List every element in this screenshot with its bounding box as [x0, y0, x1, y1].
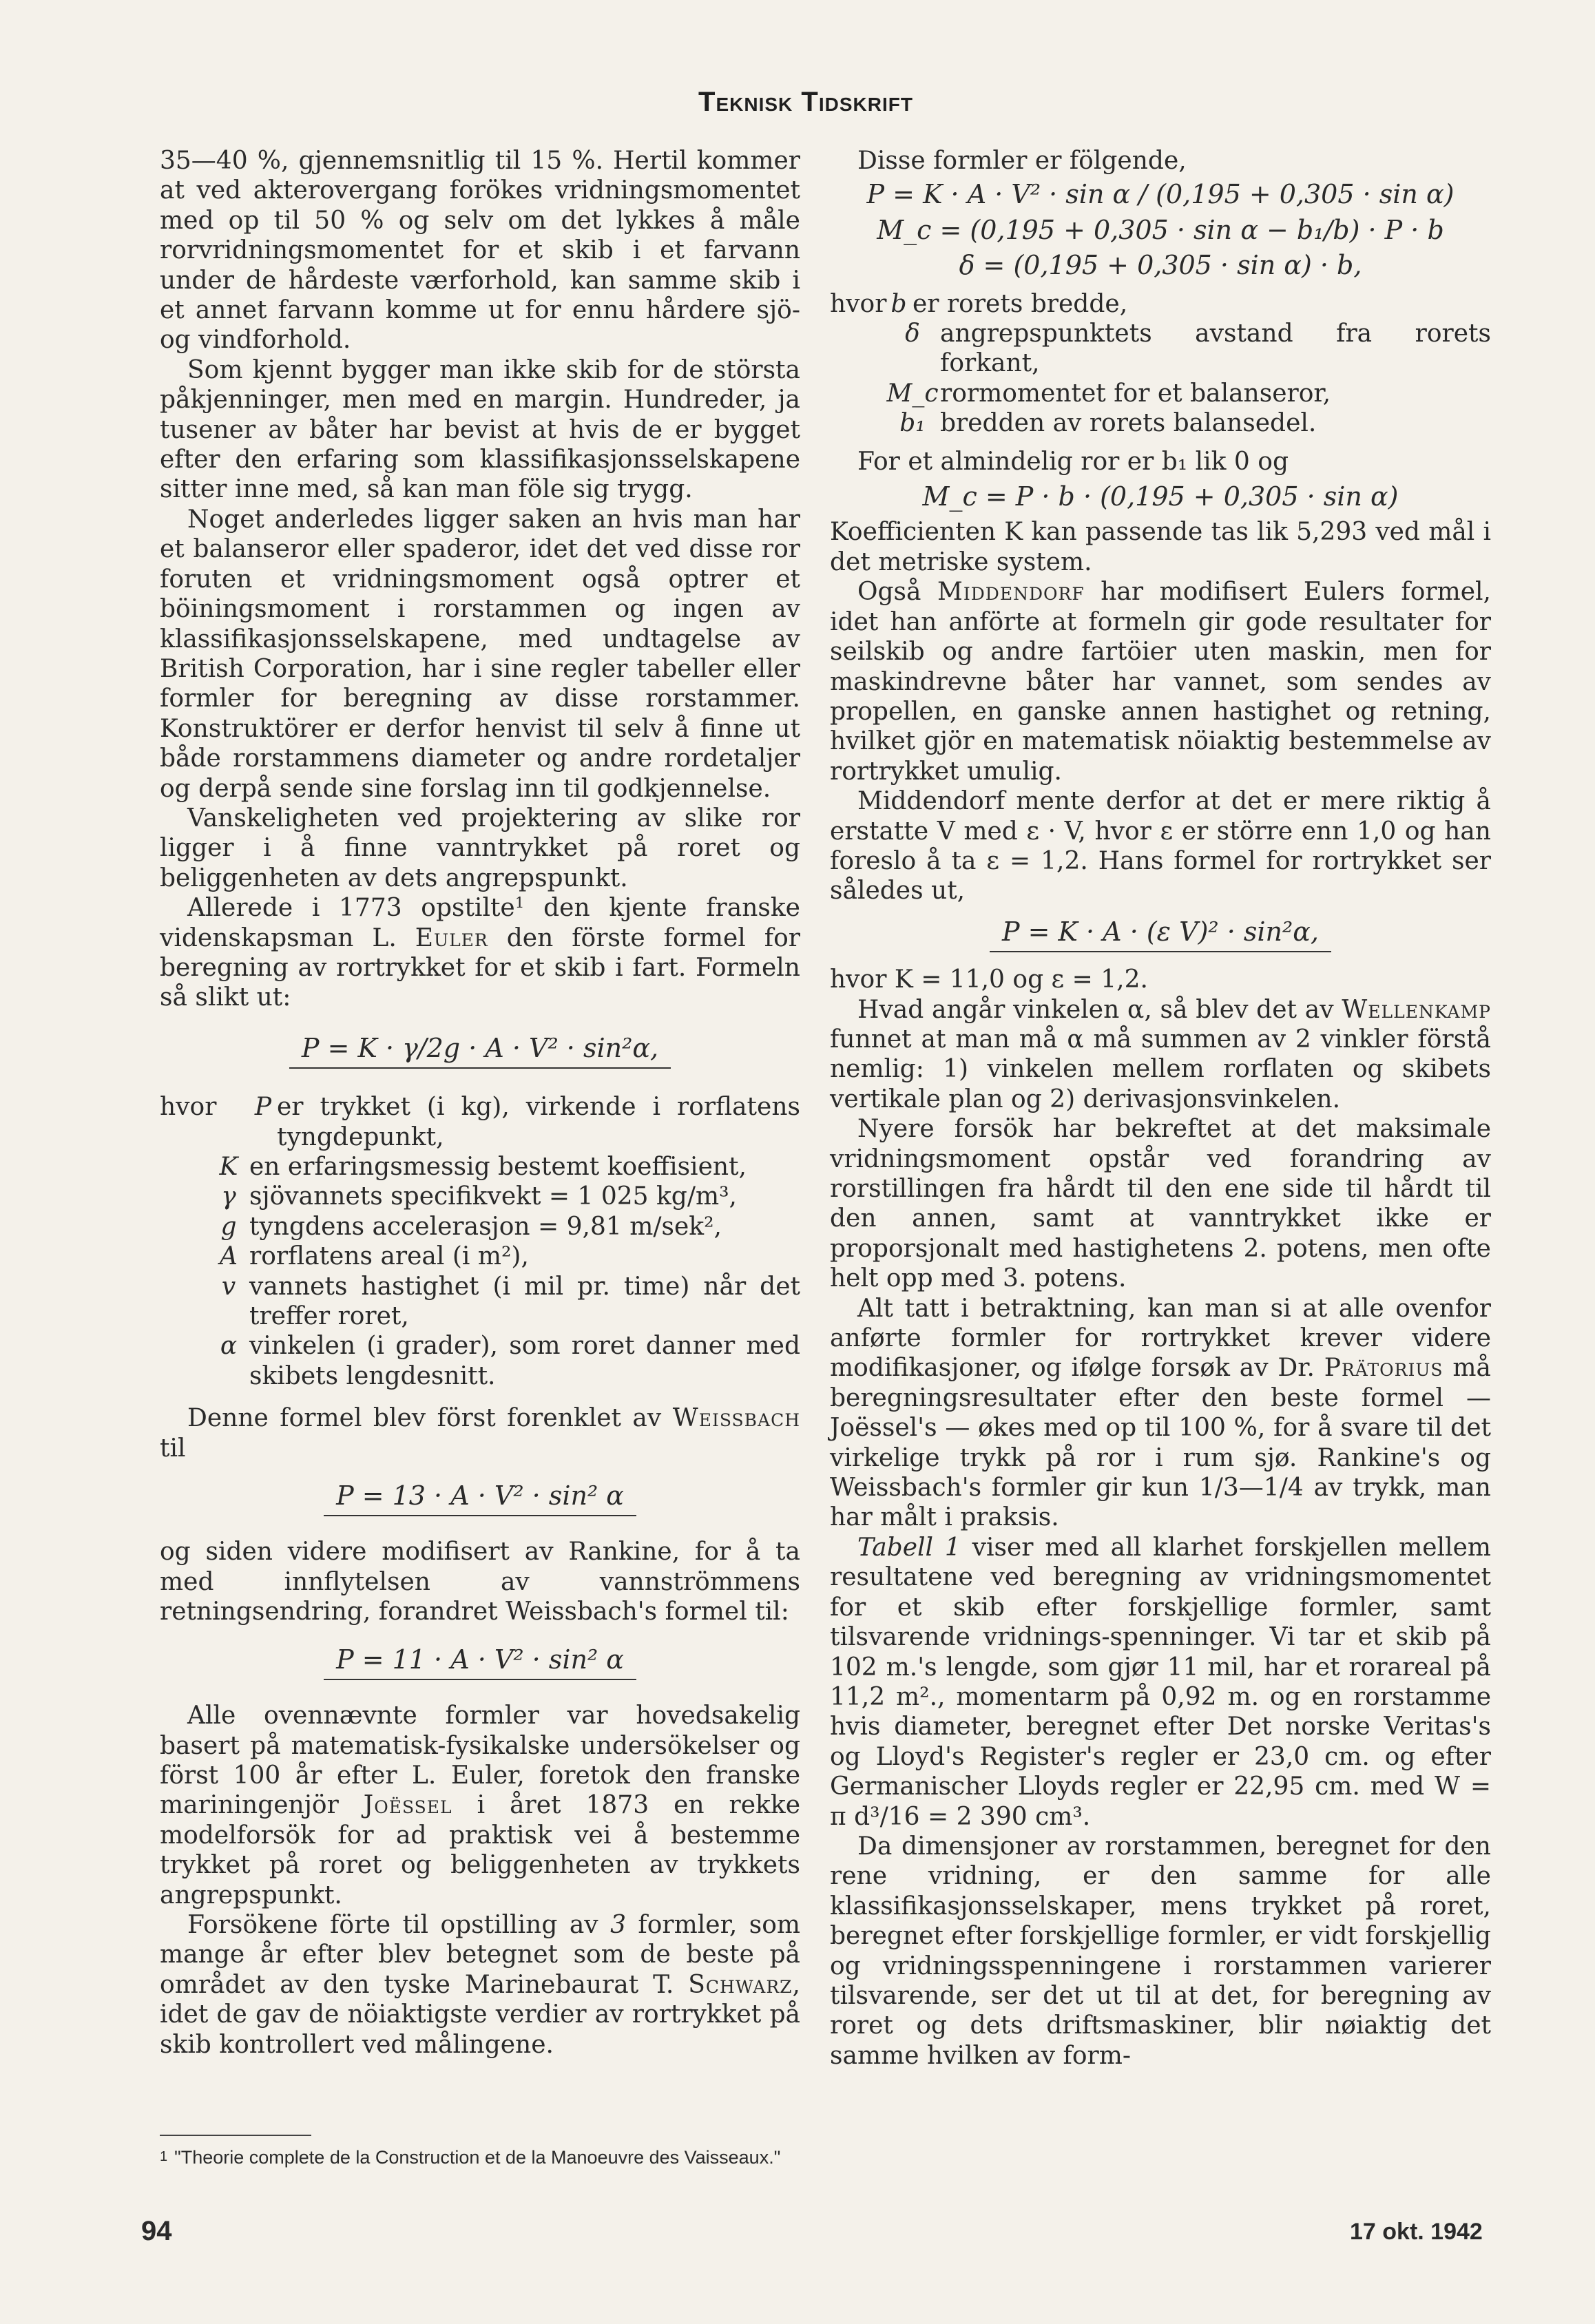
definition-row	[160, 1331, 800, 1391]
equation-schwarz-moment: M_c = (0,195 + 0,305 · sin α − b₁/b) · P · b	[877, 214, 1444, 245]
right-paragraph-2: For et almindelig ror er b₁ lik 0 og	[857, 447, 1289, 476]
definition-symbol: v	[221, 1272, 236, 1301]
definition-row	[830, 319, 1491, 379]
right-paragraph-10	[830, 1533, 1491, 1832]
equation-weissbach	[160, 1481, 800, 1516]
left-paragraph-5	[160, 893, 800, 1013]
text-run: funnet at man må α må summen av 2 vinkler förstå nemlig: 1) vinkelen mellem rorflaten og skibets vertikale plan og 2) derivasjonsvinkelen.	[830, 1025, 1491, 1113]
left-paragraph-4: Vanskeligheten ved projektering av slike ror ligger i å finne vanntrykket på roret og beliggenheten av dets angrepspunkt.	[160, 804, 800, 892]
left-paragraph-3: Noget anderledes ligger saken an hvis man har et balanseror eller spaderor, idet det ved disse ror foruten et vridningsmoment også optrer et böiningsmoment i rorstammen og ingen av klassifikasjonsselskapene, med undtagelse av British Corporation, har i sine regler tabeller eller formler for beregning av disse rorstammer. Konstruktörer er derfor henvist til selv å finne ut både rorstammens diameter og andre rordetaljer og derpå sende sine forslag inn til godkjennelse.	[160, 505, 800, 803]
journal-header: Teknisk Tidskrift	[698, 87, 913, 117]
definition-row	[160, 1212, 800, 1242]
footnote	[160, 2144, 800, 2170]
left-paragraph-7: og siden videre modifisert av Rankine, for å ta med innflytelsen av vannströmmens retningsendring, forandret Weissbach's formel til:	[160, 1538, 800, 1626]
text-run: til	[160, 1434, 186, 1463]
definition-symbol: M_c	[886, 379, 939, 408]
definition-row	[160, 1272, 800, 1332]
definition-text: bredden av rorets balansedel.	[940, 409, 1317, 438]
definition-row	[160, 1092, 800, 1152]
text-run: i året 1873 en rekke modelforsök for ad praktisk vei å bestemme trykket på roret og beliggenheten av trykkets angrepspunkt.	[160, 1791, 800, 1909]
definition-symbol: δ	[905, 320, 920, 348]
text-run: Forsökene förte til opstilling av	[187, 1910, 611, 1939]
issue-date: 17 okt. 1942	[1350, 2219, 1483, 2245]
definition-row	[160, 1152, 800, 1182]
author-name-euler: Euler	[415, 923, 488, 952]
definition-row	[830, 408, 1491, 438]
right-paragraph-3: Koefficienten K kan passende tas lik 5,293 ved mål i det metriske system.	[830, 518, 1491, 576]
definition-text: er rorets bredde,	[913, 289, 1128, 318]
left-paragraph-2: Som kjennt bygger man ikke skib for de största påkjenninger, men med en margin. Hundreder, ja tusener av båter har bevist at hvis de er bygget efter den erfaring som klassifikasjonsselskapene sitter inne med, så kan man föle sig trygg.	[160, 355, 800, 504]
table-reference: Tabell 1	[857, 1533, 961, 1562]
text-run: , idet de gav de nöiaktigste verdier av rortrykket på skib kontrollert ved målingene.	[160, 1970, 800, 2059]
author-name-weissbach: Weissbach	[672, 1404, 800, 1433]
text-run: må beregningsresultater efter den beste formel — Joëssel's — økes med op til 100 %, for å svare til det virkelige trykk på ror i rum sjø. Rankine's og Weissbach's formler gir kun 1/3—1/4 av trykk, man har målt i praksis.	[830, 1354, 1491, 1532]
definition-symbol: A	[220, 1242, 238, 1271]
definition-symbol: α	[220, 1332, 238, 1361]
definition-row	[830, 289, 1491, 319]
definition-symbol: b₁	[899, 409, 926, 438]
text-run: den förste formel for beregning av rortrykket for et skib i fart. Formeln så slikt ut:	[160, 923, 800, 1012]
definition-text: rorflatens areal (i m²),	[249, 1242, 529, 1271]
equation-text: P = K · A · (ε V)² · sin²α,	[990, 917, 1331, 952]
definition-text: rormomentet for et balanseror,	[940, 379, 1331, 408]
definition-symbol: P	[254, 1093, 272, 1122]
text-run: Allerede i 1773 opstilte	[187, 894, 515, 923]
text-run: Også	[857, 578, 938, 607]
equation-middendorf	[830, 917, 1491, 952]
text-run: formler, som mange år efter blev betegnet som de beste på området av den tyske Marinebaurat T.	[160, 1910, 801, 1999]
page-number: 94	[141, 2216, 172, 2246]
left-paragraph-9	[160, 1910, 800, 2060]
left-paragraph-6	[160, 1403, 800, 1463]
right-paragraph-5: Middendorf mente derfor at det er mere riktig å erstatte V med ε · V, hvor ε er större enn 1,0 og han foreslo å ta ε = 1,2. Hans formel for rortrykket ser således ut,	[830, 787, 1491, 905]
hvor-label: hvor	[160, 1093, 217, 1122]
text-run: den kjente franske videnskapsman L.	[160, 894, 800, 952]
definition-symbol: K	[219, 1153, 238, 1181]
definition-symbol: b	[890, 289, 907, 318]
definition-symbol: γ	[221, 1182, 236, 1211]
equation-euler	[160, 1034, 800, 1069]
footnote-ref: 1	[514, 894, 525, 912]
left-paragraph-8	[160, 1701, 800, 1910]
right-paragraph-11: Da dimensjoner av rorstammen, beregnet for den rene vridning, er den samme for alle klassifikasjonsselskaper, mens trykket på roret, beregnet efter forskjellige formler, er vidt forskjellig og vridningsspenningene i rorstammen varierer tilsvarende, ser det ut til at det, for beregning av roret og dets driftsmaskiner, blir nøiaktig det samme hvilken av form-	[830, 1832, 1491, 2070]
text-run: Alle ovennævnte formler var hovedsakelig basert på matematisk-fysikalske undersökelser og först 100 år efter L. Euler, foretok den franske mariningenjör	[160, 1702, 800, 1820]
right-paragraph-8: Nyere forsök har bekreftet at det maksimale vridningsmoment opstår ved forandring av rorstillingen fra hårdt til den ene side til hårdt til den annen, samt at vanntrykket ikke er proporsjonalt med hastighetens 2. potens, men ofte helt opp med 3. potens.	[830, 1115, 1491, 1293]
definition-text: sjövannets specifikvekt = 1 025 kg/m³,	[249, 1182, 737, 1211]
symbol-definitions	[160, 1092, 800, 1391]
right-paragraph-7	[830, 995, 1491, 1115]
text-run: Hvad angår vinkelen α, så blev det av	[857, 995, 1342, 1024]
definition-row	[160, 1242, 800, 1271]
text-run: viser med all klarhet forskjellen mellem resultatene ved beregning av vridningsmomentet for et skib efter forskjellige formler, samt tilsvarende vridnings-spenninger. Vi tar et skib på 102 m.'s lengde, som gjør 11 mil, har et rorareal på 11,2 m²., momentarm på 0,92 m. og en rorstamme hvis diameter, beregnet efter Det norske Veritas's og Lloyd's Register's regler er 23,0 cm. og efter Germanischer Lloyds regler er 22,95 cm. med W = π d³/16 = 2 390 cm³.	[830, 1533, 1492, 1831]
definition-text: vinkelen (i grader), som roret danner med skibets lengdesnitt.	[249, 1332, 800, 1390]
right-paragraph-9	[830, 1294, 1491, 1533]
author-name-wellenkamp: Wellenkamp	[1342, 995, 1491, 1024]
definition-text: tyngdens accelerasjon = 9,81 m/sek²,	[249, 1212, 722, 1241]
equation-text: P = K · γ/2g · A · V² · sin²α,	[289, 1034, 671, 1069]
right-paragraph-4	[830, 577, 1491, 786]
right-symbol-definitions	[830, 289, 1491, 439]
definition-row	[830, 379, 1491, 408]
equation-ordinary-rudder: M_c = P · b · (0,195 + 0,305 · sin α)	[922, 481, 1399, 512]
author-name-joessel: Joëssel	[363, 1791, 452, 1820]
text-run: har modifisert Eulers formel, idet han anförte at formeln gir gode resultater for seilskib og andre fartöier uten maskin, men for maskindrevne båter har vannet, som sendes av propellen, en ganske annen hastighet og retning, hvilket gjör en matematisk nöiaktig bestemmelse av rortrykket umulig.	[830, 578, 1491, 786]
left-column	[160, 146, 800, 2060]
definition-text: vannets hastighet (i mil pr. time) når det treffer roret,	[249, 1272, 800, 1331]
right-paragraph-1: Disse formler er fölgende,	[857, 147, 1187, 175]
equation-schwarz-pressure: P = K · A · V² · sin α / (0,195 + 0,305 · sin α)	[866, 179, 1455, 210]
author-name-schwarz: Schwarz	[688, 1970, 793, 1999]
author-name-middendorf: Middendorf	[937, 578, 1085, 607]
right-column	[830, 146, 1491, 2071]
definition-text: angrepspunktets avstand fra rorets forkant,	[940, 320, 1491, 378]
footnote-divider	[160, 2135, 311, 2136]
footnote-text: "Theorie complete de la Construction et de la Manoeuvre des Vaisseaux."	[174, 2147, 781, 2168]
definition-text: en erfaringsmessig bestemt koeffisient,	[249, 1153, 747, 1181]
right-paragraph-6: hvor K = 11,0 og ε = 1,2.	[830, 965, 1148, 994]
footnote-number: 1	[160, 2149, 168, 2164]
author-name-pratorius: Prätorius	[1324, 1354, 1443, 1383]
formula-count: 3	[610, 1910, 626, 1939]
definition-row	[160, 1182, 800, 1211]
equation-text: P = 13 · A · V² · sin² α	[324, 1481, 636, 1516]
equation-schwarz-delta: δ = (0,195 + 0,305 · sin α) · b,	[959, 250, 1362, 281]
equation-rankine	[160, 1645, 800, 1680]
hvor-label: hvor	[830, 289, 887, 318]
definition-text: er trykket (i kg), virkende i rorflatens tyngdepunkt,	[277, 1093, 800, 1151]
definition-symbol: g	[220, 1212, 237, 1241]
text-run: Denne formel blev först forenklet av	[187, 1404, 673, 1433]
left-paragraph-1: 35—40 %, gjennemsnitlig til 15 %. Hertil kommer at ved akterovergang forökes vridningsmomentet med op til 50 % og selv om det lykkes å måle rorvridningsmomentet for et skib i et farvann under de hårdeste værforhold, kan samme skib i et annet farvann komme ut for ennu hårdere sjö- og vindforhold.	[160, 147, 800, 355]
equation-text: P = 11 · A · V² · sin² α	[324, 1645, 636, 1680]
text-run: Alt tatt i betraktning, kan man si at alle ovenfor anførte formler for rortrykket krever videre modifikasjoner, og ifølge forsøk av Dr.	[830, 1294, 1491, 1383]
